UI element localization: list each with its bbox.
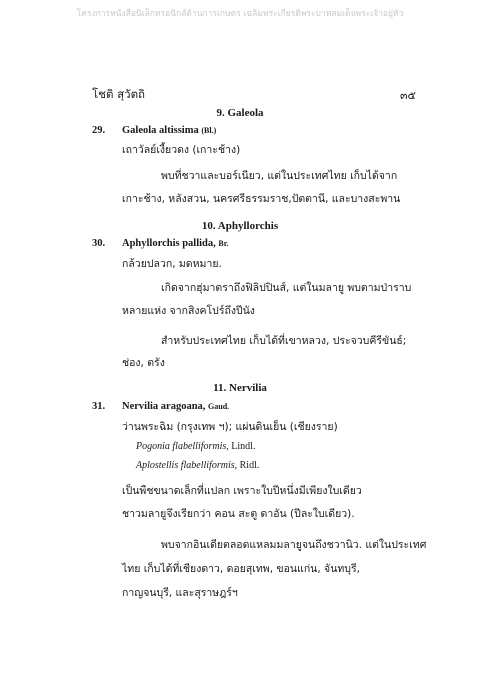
- species-name: Nervilia aragoana, Gaud.: [122, 401, 230, 412]
- thai-common-name: เถาวัลย์เงี้ยวดง (เกาะช้าง): [122, 144, 241, 156]
- species-author: (Bl.): [201, 126, 217, 135]
- body-text-line: เกาะช้าง, หลังสวน, นครศรีธรรมราช,ปัตตานี, และบางสะพาน: [122, 193, 401, 205]
- section-title: 10. Aphyllorchis: [201, 220, 279, 232]
- section-title: 9. Galeola: [216, 107, 264, 119]
- synonym: Aplostellis flabelliformis, Ridl.: [136, 460, 260, 471]
- body-text-line: ช่อง, ตรัง: [122, 357, 165, 369]
- species-name: Aphyllorchis pallida, Br.: [122, 238, 229, 249]
- body-text-line: เป็นพืชขนาดเล็กที่แปลก เพราะใบปีหนึ่งมีเพียงใบเดียว: [122, 485, 362, 497]
- body-text-line: สำหรับประเทศไทย เก็บได้ที่เขาหลวง, ประจวบคีรีขันธ์;: [161, 335, 407, 347]
- running-header-author: โชติ สุวัตถิ: [92, 87, 146, 101]
- entry-number: 29.: [92, 125, 106, 136]
- species-author: Gaud.: [208, 402, 230, 411]
- synonym: Pogonia flabelliformis, Lindl.: [136, 441, 256, 452]
- species-author: Br.: [218, 239, 229, 248]
- body-text-line: หลายแห่ง จากสิงคโปร์ถึงปีนัง: [122, 305, 255, 317]
- body-text-line: กาญจนบุรี, และสุราษฎร์ฯ: [122, 587, 238, 599]
- watermark-text: โครงการหนังสือนิเล็กทรอนิกส์ด้านการเกษตร เฉลิมพระเกียรติพระบาทสมเด็จพระเจ้าอยู่หัว: [76, 9, 404, 19]
- body-text-line: พบที่ชวาและบอร์เนียว, แต่ในประเทศไทย เก็บได้จาก: [161, 170, 398, 182]
- thai-common-name: กล้วยปลวก, มดหมาย.: [122, 258, 222, 270]
- body-text-line: พบจากอินเดียตลอดแหลมมลายูจนถึงชวานิว. แต่ในประเทศ: [161, 539, 427, 551]
- entry-number: 31.: [92, 401, 106, 412]
- thai-common-name: ว่านพระฉิม (กรุงเทพ ฯ); แผ่นดินเย็น (เชียงราย): [122, 421, 338, 433]
- section-title: 11. Nervilia: [213, 382, 267, 394]
- body-text-line: ไทย เก็บได้ที่เชียงดาว, ดอยสุเทพ, ขอนแก่น, จันทบุรี,: [122, 563, 360, 575]
- body-text-line: เกิดจากฮุ่มาตราถึงฟิลิปปินส์, แต่ในมลายู พบตามป่าราบ: [161, 282, 412, 294]
- page-number: ๓๕: [400, 89, 416, 102]
- species-name: Galeola altissima (Bl.): [122, 125, 217, 136]
- body-text-line: ชาวมลายูจึงเรียกว่า คอน สะตู ดาอัน (ปีละใบเดียว).: [122, 508, 355, 520]
- entry-number: 30.: [92, 238, 106, 249]
